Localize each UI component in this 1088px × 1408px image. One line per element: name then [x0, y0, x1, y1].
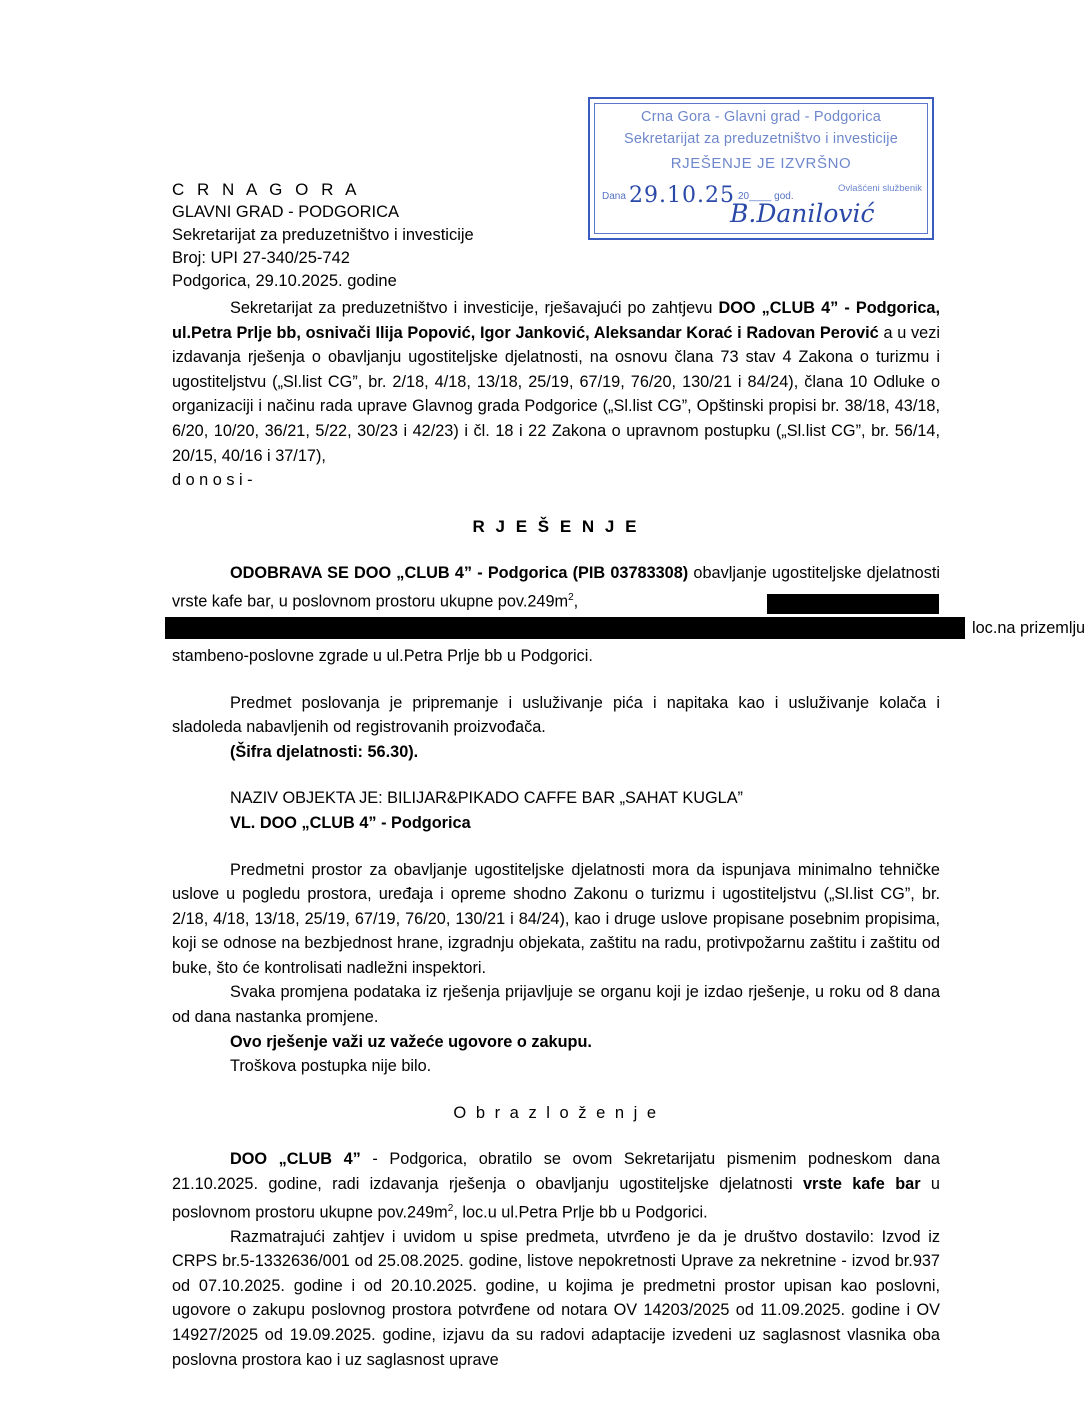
donosi-line: d o n o s i -	[172, 471, 253, 490]
title-rjesenje: R J E Š E N J E	[472, 516, 640, 536]
header-place-date: Podgorica, 29.10.2025. godine	[172, 272, 397, 290]
intro-text-a: Sekretarijat za preduzetništvo i investicije, rješavajući po zahtjevu	[230, 299, 719, 317]
explanation-type: vrste kafe bar	[802, 1175, 921, 1194]
activity-code-line	[172, 740, 940, 765]
lease-validity-line	[172, 1030, 940, 1055]
conditions-paragraph: Predmetni prostor za obavljanje ugostiteljske djelatnosti mora da ispunjava minimalno tehničke uslove u pogledu prostora, uređaja i opreme shodno Zakonu o turizmu i ugostiteljstvu („Sl.list CG”, br. 2/18, 4/18, 13/18, 25/19, 67/19, 76/20, 130/21 i 84/24), kao i druge uslove propisane posebnim propisima, koji se odnose na bezbjednost hrane, izgradnju objekata, zaštitu na radu, protivpožarnu zaštitu i zaštitu od buke, što će kontrolisati nadležni inspektori.	[172, 860, 940, 977]
document-header	[172, 178, 474, 293]
redaction-row	[172, 614, 1086, 644]
execution-stamp	[588, 97, 934, 240]
explanation-company: DOO „CLUB 4”	[230, 1150, 361, 1169]
costs-line: Troškova postupka nije bilo.	[230, 1057, 432, 1076]
title-obrazlozenje: O b r a z l o ž e n j e	[453, 1103, 659, 1122]
object-name-line	[172, 786, 940, 811]
stamp-year-label: 20____ god.	[738, 191, 794, 202]
explanation-paragraph-1	[172, 1147, 940, 1224]
object-name-text: NAZIV OBJEKTA JE: BILIJAR&PIKADO CAFFE BAR „SAHAT KUGLA”	[230, 789, 743, 808]
lease-validity-text: Ovo rješenje važi uz važeće ugovore o zakupu.	[230, 1032, 592, 1051]
document-body	[172, 296, 1086, 1372]
stamp-official-label: Ovlašćeni službenik	[838, 183, 922, 194]
explanation-area-superscript: 2	[447, 1202, 454, 1214]
change-notice-paragraph: Svaka promjena podataka iz rješenja prijavljuje se organu koji je izdao rješenje, u roku od 8 dana od dana nastanka promjene.	[172, 983, 940, 1027]
redaction-bar-main	[165, 617, 965, 639]
approval-subject: ODOBRAVA SE DOO „CLUB 4” - Podgorica (PIB 03783308)	[230, 564, 689, 583]
explanation-text-b: u poslovnom prostoru ukupne pov.249m	[172, 1175, 940, 1222]
area-superscript: 2	[568, 591, 574, 603]
stamp-line-2: Sekretarijat za preduzetništvo i investicije	[624, 131, 898, 147]
stamp-date-label: Dana	[602, 191, 626, 202]
header-department: Sekretarijat za preduzetništvo i investicije	[172, 226, 474, 244]
stamp-line-3: RJEŠENJE JE IZVRŠNO	[670, 155, 852, 172]
approval-rest: obavljanje ugostiteljske djelatnosti vrste kafe bar, u poslovnom prostoru ukupne pov.249m	[172, 564, 940, 611]
intro-paragraph	[172, 296, 940, 468]
owner-line	[172, 811, 940, 836]
header-country: C R N A G O R A	[172, 180, 361, 199]
business-scope-paragraph: Predmet poslovanja je pripremanje i usluživanje pića i napitaka kao i usluživanje kolača i sladoleda nabavljenih od registrovanih proizvođača.	[172, 693, 940, 737]
explanation-paragraph-2: Razmatrajući zahtjev i uvidom u spise predmeta, utvrđeno je da je društvo dostavilo: Izvod iz CRPS br.5-1332636/001 od 25.08.2025. godine, listove nepokretnosti Uprave za nekretnine - izvod br.937 od 07.10.2025. godine i od 20.10.2025. godine, u kojima je predmetni prostor upisan kao poslovni, ugovore o zakupu poslovnog prostora potvrđene od notara OV 14203/2025 od 11.09.2025. godine i OV 14927/2025 od 19.09.2025. godine, izjavu da su radovi adaptacije izvedeni uz saglasnost vlasnika oba poslovna prostora kao i uz saglasnost uprave	[172, 1227, 940, 1369]
building-address-line: stambeno-poslovne zgrade u ul.Petra Prlje bb u Podgorici.	[172, 646, 593, 665]
stamp-line-1: Crna Gora - Glavni grad - Podgorica	[641, 109, 881, 125]
header-city: GLAVNI GRAD - PODGORICA	[172, 203, 400, 221]
explanation-text-c: , loc.u ul.Petra Prlje bb u Podgorici.	[453, 1203, 708, 1222]
activity-code-text: (Šifra djelatnosti: 56.30).	[230, 742, 419, 761]
location-note: loc.na prizemlju	[972, 618, 1086, 637]
redaction-bar-top	[767, 594, 939, 614]
owner-text: VL. DOO „CLUB 4” - Podgorica	[230, 813, 471, 832]
stamp-signature: B.Danilović	[730, 199, 875, 228]
intro-text-c: a u vezi izdavanja rješenja o obavljanju ugostiteljske djelatnosti, na osnovu člana 73 stav 4 Zakona o turizmu i ugostiteljstvu („Sl.list CG”, br. 2/18, 4/18, 13/18, 25/19, 67/19, 76/20, 130/21 i 84/24), člana 10 Odluke o organizaciji i načinu rada uprave Glavnog grada Podgorice („Sl.list CG”, Opštinski propisi br. 38/18, 43/18, 6/20, 10/20, 36/21, 5/22, 30/23 i 42/23) i čl. 18 i 22 Zakona o upravnom postupku („Sl.list CG”, br. 56/14, 20/15, 40/16 i 37/17),	[172, 323, 940, 465]
stamp-date-handwritten: 29.10.25	[628, 183, 735, 208]
explanation-text-a: - Podgorica, obratilo se ovom Sekretarijatu pismenim podneskom dana 21.10.2025. godine, radi izdavanja rješenja o obavljanju ugostiteljske djelatnosti	[172, 1150, 940, 1194]
approval-tail: ,	[573, 592, 579, 611]
applicant-name: DOO „CLUB 4” - Podgorica, ul.Petra Prlje bb, osnivači Ilija Popović, Igor Janković, Aleksandar Korać i Radovan Perović	[172, 299, 940, 342]
header-number: Broj: UPI 27-340/25-742	[172, 249, 350, 267]
